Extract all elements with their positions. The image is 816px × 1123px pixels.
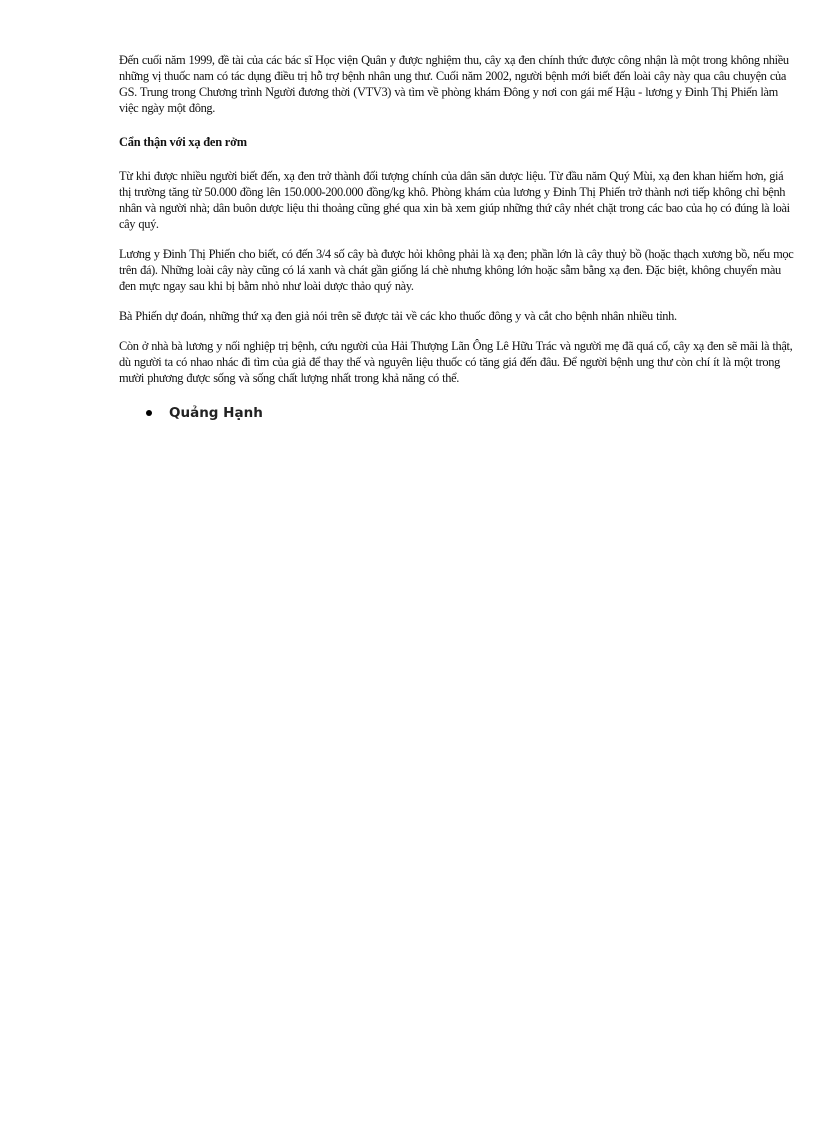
body-paragraph-2: Lương y Đinh Thị Phiến cho biết, có đến 3/4 số cây bà được hỏi không phải là xạ đen; phần lớn là cây thuỷ bồ (hoặc thạch xương bồ, nếu mọc trên đá). Những loài cây này cũng có lá xanh và chát gần giống lá chè nhưng không lớn hoặc sẫm bằng xạ đen. Đặc biệt, không chuyển màu đen mực ngay sau khi bị bằm nhỏ như loài dược thảo quý này. [119,247,794,293]
intro-paragraph: Đến cuối năm 1999, đề tài của các bác sĩ Học viện Quân y được nghiệm thu, cây xạ đen chính thức được công nhận là một trong không nhiều những vị thuốc nam có tác dụng điều trị hỗ trợ bệnh nhân ung thư. Cuối năm 2002, người bệnh mới biết đến loài cây này qua câu chuyện của GS. Trung trong Chương trình Người đương thời (VTV3) và tìm về phòng khám Đông y nơi con gái mế Hậu - lương y Đinh Thị Phiến làm việc ngày một đông. [119,53,789,115]
bullet-icon [146,410,152,416]
body-paragraph-3: Bà Phiến dự đoán, những thứ xạ đen giả nói trên sẽ được tải về các kho thuốc đông y và cắt cho bệnh nhân nhiều tỉnh. [119,309,677,323]
section-heading: Cẩn thận với xạ đen rởm [119,135,247,149]
article-page [119,52,794,422]
author-byline [119,404,794,422]
body-paragraph-1: Từ khi được nhiều người biết đến, xạ đen trở thành đối tượng chính của dân săn dược liệu. Từ đầu năm Quý Mùi, xạ đen khan hiếm hơn, giá thị trường tăng từ 50.000 đồng lên 150.000-200.000 đồng/kg khô. Phòng khám của lương y Đinh Thị Phiến trở thành nơi tiếp không chỉ bệnh nhân và người nhà; dân buôn dược liệu thi thoảng cũng ghé qua xin bà xem giúp những thứ cây nhét chặt trong các bao của họ có đúng là loài cây quý. [119,169,790,231]
body-paragraph-4: Còn ở nhà bà lương y nối nghiệp trị bệnh, cứu người của Hải Thượng Lãn Ông Lê Hữu Trác và người mẹ đã quá cố, cây xạ đen sẽ mãi là thật, dù người ta có nhao nhác đi tìm của giả để thay thế và nguyên liệu thuốc có tăng giá đến đâu. Để người bệnh ung thư còn chí ít là một trong mười phương được sống và sống chất lượng nhất trong khả năng có thể. [119,339,793,385]
author-name: Quảng Hạnh [169,405,263,421]
author-list [119,404,794,422]
